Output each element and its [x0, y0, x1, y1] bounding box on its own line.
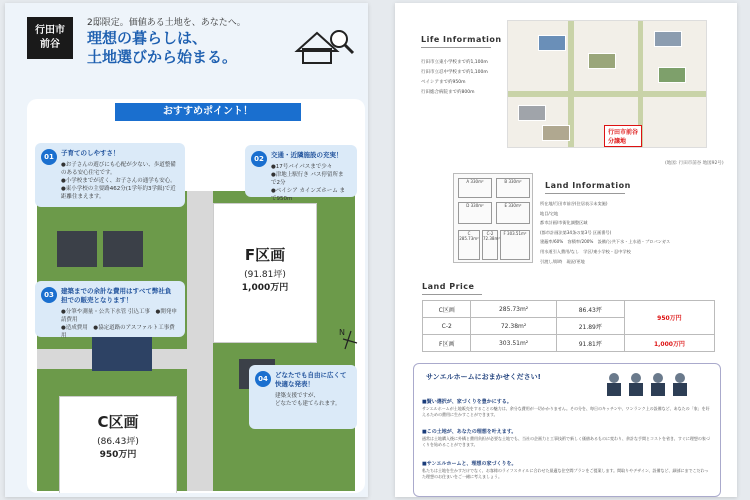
callout-item: 建築支援ですが、 — [275, 393, 320, 399]
life-info-item: 行田総合病院まで約800m — [421, 90, 475, 95]
land-price-title: Land Price — [422, 282, 475, 291]
neighbor-house — [57, 231, 97, 267]
callout-item: ●小学校までが近く、お子さんの通学も安心。 — [61, 178, 176, 184]
sunel-section-head: ■この土地が、あなたの理想を叶えます。 — [422, 429, 517, 435]
map-photo — [538, 35, 566, 51]
lot-f[interactable] — [213, 203, 317, 343]
lot-c-name: C区画 — [97, 413, 139, 431]
house-search-illustration — [287, 21, 357, 65]
north-compass-icon — [337, 327, 359, 351]
land-price-table — [422, 300, 715, 352]
life-info-list — [421, 58, 488, 98]
life-info-item: 行田市立忍中学校まで約1,100m — [421, 70, 488, 75]
plot-cell: C 285.73m² — [458, 230, 480, 260]
area-map — [507, 20, 707, 148]
headline — [87, 29, 237, 67]
area-badge-line1: 行田市 — [35, 25, 65, 36]
area-badge-line2: 前谷 — [40, 39, 60, 50]
callout-item: ●東小学校の主要路462分(1学年約3学級)で近距離住まえます。 — [61, 186, 176, 200]
callout-03 — [35, 281, 185, 337]
divider — [545, 193, 625, 194]
lot-f-tsubo: (91.81坪) — [244, 270, 286, 280]
table-row: F区画 303.51m² 91.81坪 1,000万円 — [423, 335, 715, 352]
land-info-title: Land Information — [545, 181, 631, 190]
price-cell: 1,000万円 — [624, 335, 714, 352]
aerial-plot-map — [37, 191, 355, 491]
map-photo — [542, 125, 570, 141]
area-badge — [27, 17, 73, 59]
staff-illustration-icon — [594, 370, 694, 396]
callout-item: ●ベイシア カインズホーム まで950m — [271, 188, 345, 202]
callout-number: 04 — [255, 371, 271, 387]
sunel-section-text: 私たちは土地を生かすだけでなく、お客様のライフスタイルに合わせた最適な住空間プランをご提案します。間取りやデザイン、設備など、細部にまでこだわった理想のお住まいをご一緒に考えましょう。 — [422, 468, 709, 479]
callout-04 — [249, 365, 357, 429]
svg-text:N: N — [339, 328, 345, 337]
land-info-list — [540, 199, 670, 266]
road — [187, 191, 213, 491]
callout-number: 02 — [251, 151, 267, 167]
lot-c-tsubo: (86.43坪) — [97, 437, 139, 447]
callout-item: ●17号バイパスまで少々 — [271, 164, 333, 170]
land-info-item: 用水道引入費用/なし 学区/東小学校・忍中学校 — [540, 248, 631, 254]
sunel-title: サンエルホームにおまかせください! — [426, 373, 541, 381]
sunel-section-head: ■賢い選択が、家づくりを豊かにする。 — [422, 399, 512, 405]
callout-title: どなたでも自由に広くて快適な発表！ — [275, 371, 347, 388]
divider — [421, 47, 491, 48]
plot-cell: F 303.51m² — [500, 230, 530, 260]
plot-cell: E 330m² — [496, 202, 530, 224]
land-info-item: 建蔽率/60% 容積率/200% 設備/公共下水・上水道・プロパンガス — [540, 239, 671, 245]
land-info-item: 都市計画/市街化調整区域 — [540, 220, 588, 226]
sunel-section-text: サンエルホームが土地販売をすることの魅力は、余分な費用が一切かかりません。その分を、毎日のキッチンや、ワンランク上の設備など、あなたの「家」を好えるための費用に生かすことができます。 — [422, 406, 710, 417]
callout-02 — [245, 145, 357, 202]
plot-cell: D 330m² — [458, 202, 492, 224]
callout-item: ●造成費用 ●協定道路のアスファルト工事費用 — [61, 325, 175, 339]
map-target-label: 行田市前谷 分譲地 — [604, 125, 642, 147]
plot-cell: C-2 72.38m² — [482, 230, 498, 260]
neighbor-house — [103, 231, 143, 267]
plot-diagram — [453, 173, 533, 263]
map-photo — [518, 105, 546, 121]
callout-title: 交通・近隣施設の充実！ — [271, 151, 343, 159]
callout-item: ●分筆や測量・公共下水管 引込工事 ●開発申請費用 — [61, 309, 177, 323]
map-note: (地図: 行田市前谷 地図92号) — [665, 161, 724, 166]
points-banner: おすすめポイント！ — [115, 103, 301, 121]
map-photo — [654, 31, 682, 47]
land-info-item: 所在地/行田市前谷(住居表示未実施) — [540, 201, 608, 206]
map-road — [508, 91, 707, 97]
land-info-item: 引渡し/即時 現況/更地 — [540, 258, 585, 264]
sunel-section-head: ■サンエルホームと、理想の家づくりを。 — [422, 461, 517, 467]
recommend-panel — [27, 99, 365, 493]
lot-c-price: 950万円 — [99, 450, 137, 460]
callout-number: 03 — [41, 287, 57, 303]
headline-line2: 土地選びから始まる。 — [87, 48, 238, 66]
lot-c[interactable] — [59, 396, 177, 493]
callout-title: 建築までの余計な費用はすべて弊社負担での販売となります！ — [61, 287, 172, 304]
lead-text: 2邸限定。価値ある土地を、あなたへ。 — [87, 18, 246, 28]
headline-line1: 理想の暮らしは、 — [87, 29, 208, 47]
callout-item: どなたでも建てられます。 — [275, 401, 341, 407]
lot-f-price: 1,000万円 — [241, 283, 289, 293]
price-cell: 950万円 — [624, 301, 714, 335]
life-info-title: Life Information — [421, 35, 502, 44]
land-info-item: 地目/宅地 — [540, 210, 559, 216]
table-row: C-2 72.38m² 21.89坪 — [423, 318, 715, 335]
land-info-item: (都市計画法第34条の第3号 区画番号) — [540, 229, 612, 235]
divider — [422, 294, 482, 295]
callout-item: ●津地上駅行き バス停留所まで2分 — [271, 172, 344, 186]
callout-item: ●お子さんの遊びにも心配が少ない、歩道整備のある安心住宅です。 — [61, 162, 176, 176]
right-page — [395, 3, 737, 497]
plot-cell: A 330m² — [458, 178, 492, 198]
sunel-section-text: 通常は土地購入後に外構と費用負担が必要な土地でも、当社の企画力と工事技術で新しく価値あるものに変わり、余計な手間とコストを省き、すぐに理想の家づくりを始めることができます。 — [422, 436, 710, 447]
life-info-item: ベイシアまで約950m — [421, 80, 466, 85]
left-page — [5, 3, 368, 497]
life-info-item: 行田市立東小学校まで約1,100m — [421, 60, 488, 65]
callout-number: 01 — [41, 149, 57, 165]
lot-f-name: F区画 — [244, 246, 286, 264]
map-photo — [658, 67, 686, 83]
callout-01 — [35, 143, 185, 207]
map-photo — [588, 53, 616, 69]
sunel-home-box — [413, 363, 721, 497]
plot-cell: B 330m² — [496, 178, 530, 198]
callout-title: 子育てのしやすさ！ — [61, 149, 120, 157]
table-row: C区画 285.73m² 86.43坪 950万円 — [423, 301, 715, 318]
